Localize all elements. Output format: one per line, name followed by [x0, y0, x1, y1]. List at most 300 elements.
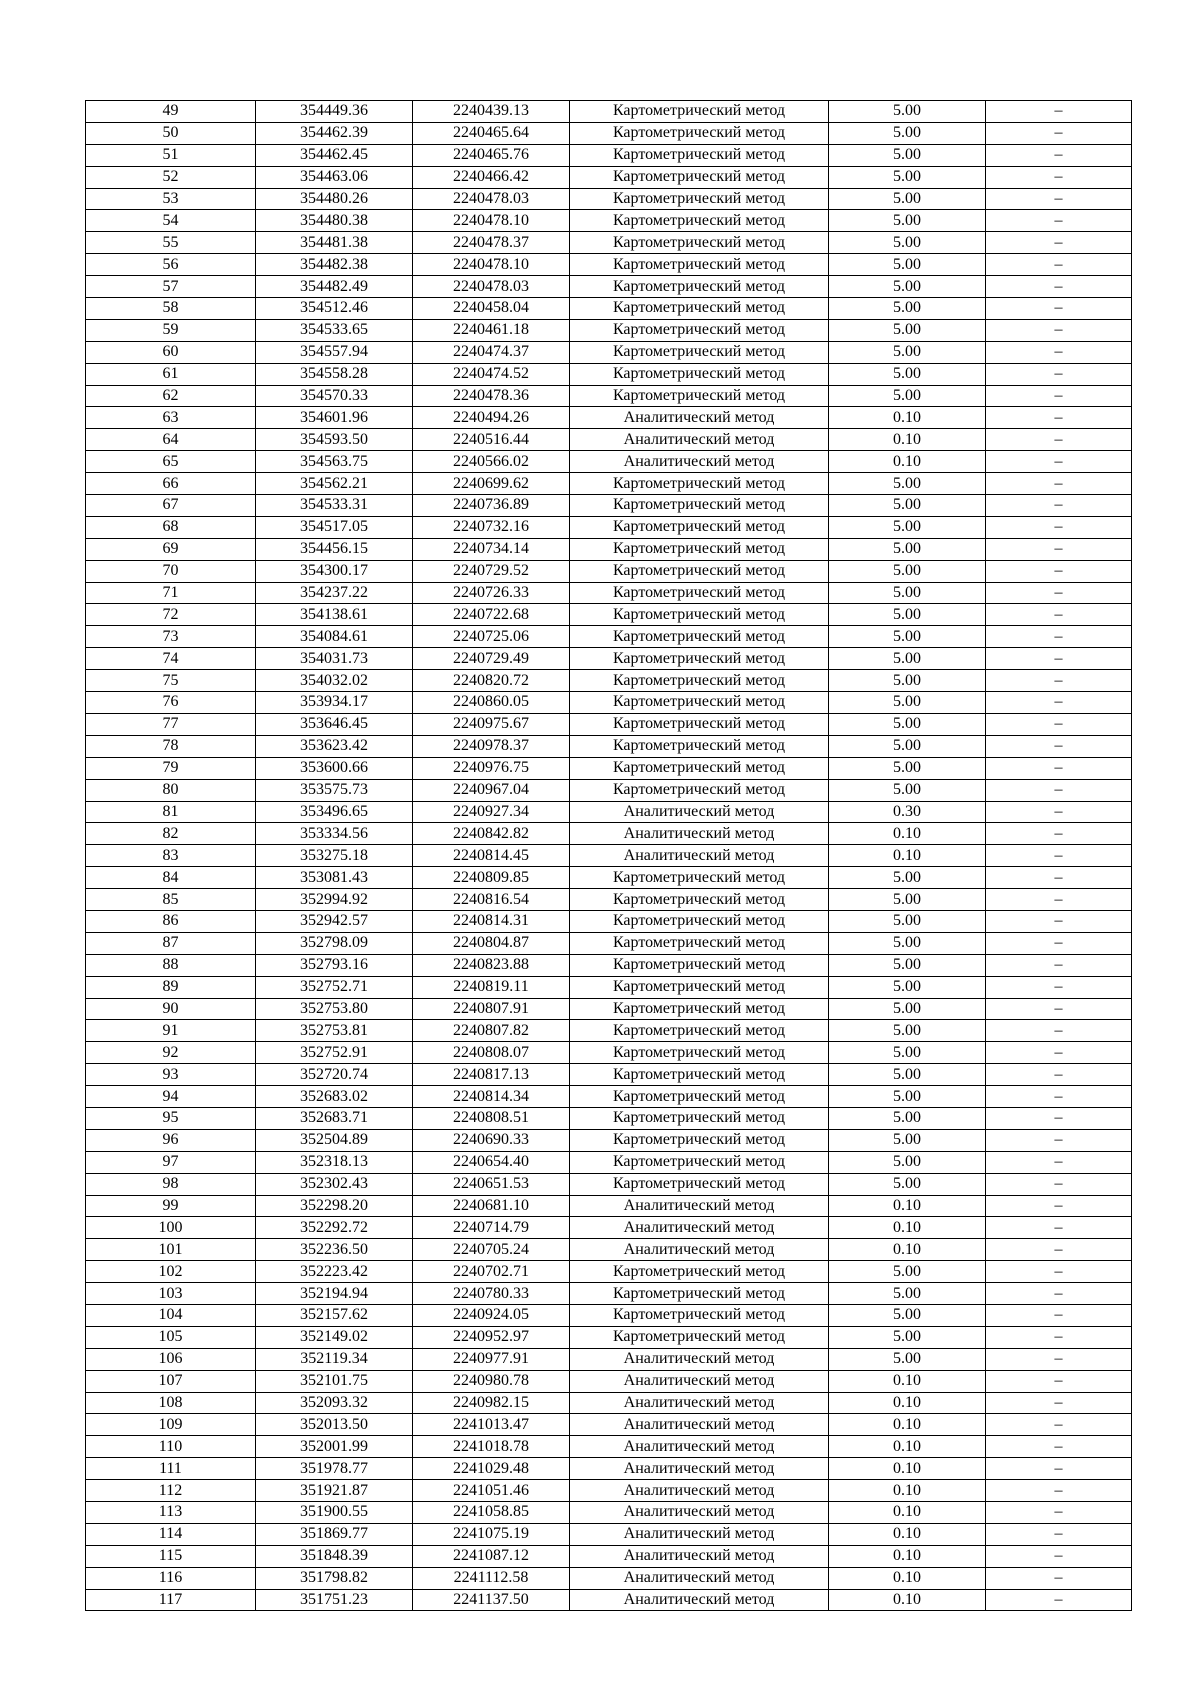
x-coordinate-cell: 353334.56 [256, 823, 413, 845]
accuracy-cell: 5.00 [829, 560, 986, 582]
table-row [86, 429, 1132, 451]
accuracy-cell: 0.10 [829, 1502, 986, 1524]
point-number-cell: 94 [86, 1086, 256, 1108]
accuracy-cell: 5.00 [829, 648, 986, 670]
method-cell: Картометрический метод [570, 582, 829, 604]
method-cell: Картометрический метод [570, 341, 829, 363]
description-cell: – [986, 166, 1132, 188]
x-coordinate-cell: 352683.71 [256, 1107, 413, 1129]
point-number-cell: 102 [86, 1261, 256, 1283]
y-coordinate-cell: 2241029.48 [413, 1458, 570, 1480]
table-row [86, 1195, 1132, 1217]
y-coordinate-cell: 2240807.91 [413, 998, 570, 1020]
accuracy-cell: 5.00 [829, 692, 986, 714]
description-cell: – [986, 998, 1132, 1020]
y-coordinate-cell: 2241013.47 [413, 1414, 570, 1436]
accuracy-cell: 5.00 [829, 1086, 986, 1108]
method-cell: Картометрический метод [570, 626, 829, 648]
x-coordinate-cell: 352001.99 [256, 1436, 413, 1458]
y-coordinate-cell: 2240729.52 [413, 560, 570, 582]
description-cell: – [986, 1370, 1132, 1392]
point-number-cell: 73 [86, 626, 256, 648]
description-cell: – [986, 1523, 1132, 1545]
accuracy-cell: 5.00 [829, 1064, 986, 1086]
accuracy-cell: 5.00 [829, 1107, 986, 1129]
table-row [86, 407, 1132, 429]
description-cell: – [986, 473, 1132, 495]
description-cell: – [986, 954, 1132, 976]
description-cell: – [986, 692, 1132, 714]
x-coordinate-cell: 352013.50 [256, 1414, 413, 1436]
table-row [86, 998, 1132, 1020]
table-row [86, 823, 1132, 845]
description-cell: – [986, 604, 1132, 626]
table-row [86, 932, 1132, 954]
y-coordinate-cell: 2240809.85 [413, 867, 570, 889]
table-row [86, 538, 1132, 560]
accuracy-cell: 5.00 [829, 1348, 986, 1370]
y-coordinate-cell: 2240714.79 [413, 1217, 570, 1239]
description-cell: – [986, 1545, 1132, 1567]
y-coordinate-cell: 2240478.10 [413, 254, 570, 276]
description-cell: – [986, 823, 1132, 845]
table-row [86, 867, 1132, 889]
accuracy-cell: 5.00 [829, 210, 986, 232]
point-number-cell: 90 [86, 998, 256, 1020]
method-cell: Аналитический метод [570, 1545, 829, 1567]
method-cell: Аналитический метод [570, 1589, 829, 1611]
point-number-cell: 104 [86, 1304, 256, 1326]
point-number-cell: 101 [86, 1239, 256, 1261]
x-coordinate-cell: 352318.13 [256, 1151, 413, 1173]
table-row [86, 1173, 1132, 1195]
accuracy-cell: 5.00 [829, 538, 986, 560]
accuracy-cell: 5.00 [829, 516, 986, 538]
point-number-cell: 51 [86, 144, 256, 166]
method-cell: Картометрический метод [570, 1064, 829, 1086]
method-cell: Картометрический метод [570, 1304, 829, 1326]
x-coordinate-cell: 354032.02 [256, 670, 413, 692]
method-cell: Картометрический метод [570, 1261, 829, 1283]
y-coordinate-cell: 2240461.18 [413, 319, 570, 341]
method-cell: Картометрический метод [570, 779, 829, 801]
point-number-cell: 68 [86, 516, 256, 538]
table-row [86, 582, 1132, 604]
x-coordinate-cell: 354031.73 [256, 648, 413, 670]
x-coordinate-cell: 351798.82 [256, 1567, 413, 1589]
accuracy-cell: 0.10 [829, 1523, 986, 1545]
accuracy-cell: 0.10 [829, 429, 986, 451]
description-cell: – [986, 582, 1132, 604]
description-cell: – [986, 232, 1132, 254]
table-row [86, 1545, 1132, 1567]
point-number-cell: 53 [86, 188, 256, 210]
x-coordinate-cell: 354517.05 [256, 516, 413, 538]
table-row [86, 473, 1132, 495]
x-coordinate-cell: 352292.72 [256, 1217, 413, 1239]
accuracy-cell: 5.00 [829, 319, 986, 341]
description-cell: – [986, 298, 1132, 320]
x-coordinate-cell: 354456.15 [256, 538, 413, 560]
description-cell: – [986, 889, 1132, 911]
accuracy-cell: 5.00 [829, 1326, 986, 1348]
method-cell: Картометрический метод [570, 735, 829, 757]
x-coordinate-cell: 351978.77 [256, 1458, 413, 1480]
accuracy-cell: 0.10 [829, 1392, 986, 1414]
coordinates-table-body [86, 101, 1132, 1611]
table-row [86, 1042, 1132, 1064]
method-cell: Аналитический метод [570, 1348, 829, 1370]
point-number-cell: 69 [86, 538, 256, 560]
x-coordinate-cell: 352149.02 [256, 1326, 413, 1348]
table-row [86, 451, 1132, 473]
y-coordinate-cell: 2240465.76 [413, 144, 570, 166]
method-cell: Картометрический метод [570, 276, 829, 298]
description-cell: – [986, 254, 1132, 276]
point-number-cell: 106 [86, 1348, 256, 1370]
y-coordinate-cell: 2240807.82 [413, 1020, 570, 1042]
x-coordinate-cell: 353575.73 [256, 779, 413, 801]
method-cell: Картометрический метод [570, 385, 829, 407]
point-number-cell: 74 [86, 648, 256, 670]
accuracy-cell: 5.00 [829, 232, 986, 254]
table-row [86, 1392, 1132, 1414]
accuracy-cell: 0.10 [829, 1239, 986, 1261]
y-coordinate-cell: 2240860.05 [413, 692, 570, 714]
point-number-cell: 72 [86, 604, 256, 626]
method-cell: Картометрический метод [570, 1151, 829, 1173]
method-cell: Аналитический метод [570, 1370, 829, 1392]
x-coordinate-cell: 352683.02 [256, 1086, 413, 1108]
description-cell: – [986, 1458, 1132, 1480]
y-coordinate-cell: 2240474.37 [413, 341, 570, 363]
x-coordinate-cell: 354462.39 [256, 122, 413, 144]
y-coordinate-cell: 2240814.34 [413, 1086, 570, 1108]
description-cell: – [986, 1502, 1132, 1524]
description-cell: – [986, 210, 1132, 232]
x-coordinate-cell: 352236.50 [256, 1239, 413, 1261]
table-row [86, 604, 1132, 626]
point-number-cell: 82 [86, 823, 256, 845]
method-cell: Аналитический метод [570, 407, 829, 429]
description-cell: – [986, 1020, 1132, 1042]
description-cell: – [986, 1567, 1132, 1589]
point-number-cell: 64 [86, 429, 256, 451]
point-number-cell: 54 [86, 210, 256, 232]
description-cell: – [986, 188, 1132, 210]
table-row [86, 298, 1132, 320]
accuracy-cell: 5.00 [829, 1129, 986, 1151]
y-coordinate-cell: 2240980.78 [413, 1370, 570, 1392]
method-cell: Картометрический метод [570, 889, 829, 911]
y-coordinate-cell: 2240465.64 [413, 122, 570, 144]
y-coordinate-cell: 2240924.05 [413, 1304, 570, 1326]
x-coordinate-cell: 352753.81 [256, 1020, 413, 1042]
description-cell: – [986, 1151, 1132, 1173]
point-number-cell: 107 [86, 1370, 256, 1392]
description-cell: – [986, 1086, 1132, 1108]
description-cell: – [986, 976, 1132, 998]
table-row [86, 1502, 1132, 1524]
description-cell: – [986, 363, 1132, 385]
table-row [86, 1480, 1132, 1502]
table-row [86, 1304, 1132, 1326]
accuracy-cell: 0.10 [829, 1589, 986, 1611]
point-number-cell: 57 [86, 276, 256, 298]
table-row [86, 692, 1132, 714]
accuracy-cell: 0.30 [829, 801, 986, 823]
point-number-cell: 50 [86, 122, 256, 144]
table-row [86, 845, 1132, 867]
method-cell: Картометрический метод [570, 188, 829, 210]
method-cell: Аналитический метод [570, 823, 829, 845]
table-row [86, 276, 1132, 298]
x-coordinate-cell: 354482.49 [256, 276, 413, 298]
accuracy-cell: 5.00 [829, 604, 986, 626]
accuracy-cell: 5.00 [829, 188, 986, 210]
point-number-cell: 78 [86, 735, 256, 757]
method-cell: Картометрический метод [570, 1042, 829, 1064]
method-cell: Картометрический метод [570, 867, 829, 889]
y-coordinate-cell: 2240566.02 [413, 451, 570, 473]
description-cell: – [986, 845, 1132, 867]
point-number-cell: 71 [86, 582, 256, 604]
y-coordinate-cell: 2240726.33 [413, 582, 570, 604]
description-cell: – [986, 1414, 1132, 1436]
method-cell: Аналитический метод [570, 801, 829, 823]
point-number-cell: 62 [86, 385, 256, 407]
y-coordinate-cell: 2240690.33 [413, 1129, 570, 1151]
accuracy-cell: 5.00 [829, 363, 986, 385]
point-number-cell: 93 [86, 1064, 256, 1086]
y-coordinate-cell: 2240804.87 [413, 932, 570, 954]
point-number-cell: 108 [86, 1392, 256, 1414]
y-coordinate-cell: 2240478.10 [413, 210, 570, 232]
x-coordinate-cell: 352157.62 [256, 1304, 413, 1326]
y-coordinate-cell: 2240975.67 [413, 713, 570, 735]
x-coordinate-cell: 354480.38 [256, 210, 413, 232]
table-row [86, 188, 1132, 210]
accuracy-cell: 5.00 [829, 998, 986, 1020]
method-cell: Картометрический метод [570, 1129, 829, 1151]
y-coordinate-cell: 2240814.45 [413, 845, 570, 867]
accuracy-cell: 5.00 [829, 1283, 986, 1305]
y-coordinate-cell: 2240466.42 [413, 166, 570, 188]
description-cell: – [986, 670, 1132, 692]
accuracy-cell: 5.00 [829, 144, 986, 166]
accuracy-cell: 5.00 [829, 122, 986, 144]
point-number-cell: 81 [86, 801, 256, 823]
point-number-cell: 61 [86, 363, 256, 385]
accuracy-cell: 0.10 [829, 451, 986, 473]
method-cell: Картометрический метод [570, 144, 829, 166]
x-coordinate-cell: 354557.94 [256, 341, 413, 363]
method-cell: Картометрический метод [570, 166, 829, 188]
method-cell: Аналитический метод [570, 1217, 829, 1239]
y-coordinate-cell: 2240817.13 [413, 1064, 570, 1086]
description-cell: – [986, 1304, 1132, 1326]
accuracy-cell: 0.10 [829, 1370, 986, 1392]
table-row [86, 385, 1132, 407]
method-cell: Картометрический метод [570, 298, 829, 320]
x-coordinate-cell: 354138.61 [256, 604, 413, 626]
table-row [86, 122, 1132, 144]
description-cell: – [986, 1261, 1132, 1283]
table-row [86, 713, 1132, 735]
description-cell: – [986, 101, 1132, 123]
accuracy-cell: 0.10 [829, 1217, 986, 1239]
accuracy-cell: 5.00 [829, 626, 986, 648]
accuracy-cell: 0.10 [829, 1458, 986, 1480]
method-cell: Картометрический метод [570, 473, 829, 495]
y-coordinate-cell: 2240478.37 [413, 232, 570, 254]
table-row [86, 1414, 1132, 1436]
description-cell: – [986, 735, 1132, 757]
y-coordinate-cell: 2240725.06 [413, 626, 570, 648]
accuracy-cell: 5.00 [829, 254, 986, 276]
table-row [86, 1107, 1132, 1129]
y-coordinate-cell: 2240702.71 [413, 1261, 570, 1283]
method-cell: Картометрический метод [570, 516, 829, 538]
y-coordinate-cell: 2240976.75 [413, 757, 570, 779]
point-number-cell: 111 [86, 1458, 256, 1480]
y-coordinate-cell: 2240977.91 [413, 1348, 570, 1370]
point-number-cell: 112 [86, 1480, 256, 1502]
accuracy-cell: 5.00 [829, 713, 986, 735]
table-row [86, 779, 1132, 801]
point-number-cell: 63 [86, 407, 256, 429]
x-coordinate-cell: 351751.23 [256, 1589, 413, 1611]
table-row [86, 254, 1132, 276]
x-coordinate-cell: 353496.65 [256, 801, 413, 823]
accuracy-cell: 5.00 [829, 976, 986, 998]
table-row [86, 1086, 1132, 1108]
table-row [86, 1326, 1132, 1348]
method-cell: Аналитический метод [570, 1414, 829, 1436]
point-number-cell: 103 [86, 1283, 256, 1305]
description-cell: – [986, 516, 1132, 538]
point-number-cell: 97 [86, 1151, 256, 1173]
table-row [86, 757, 1132, 779]
point-number-cell: 65 [86, 451, 256, 473]
accuracy-cell: 0.10 [829, 845, 986, 867]
method-cell: Аналитический метод [570, 1239, 829, 1261]
description-cell: – [986, 1107, 1132, 1129]
point-number-cell: 92 [86, 1042, 256, 1064]
description-cell: – [986, 385, 1132, 407]
x-coordinate-cell: 352302.43 [256, 1173, 413, 1195]
method-cell: Картометрический метод [570, 713, 829, 735]
accuracy-cell: 5.00 [829, 757, 986, 779]
table-row [86, 670, 1132, 692]
y-coordinate-cell: 2240978.37 [413, 735, 570, 757]
accuracy-cell: 5.00 [829, 1261, 986, 1283]
method-cell: Аналитический метод [570, 1502, 829, 1524]
method-cell: Картометрический метод [570, 998, 829, 1020]
method-cell: Картометрический метод [570, 560, 829, 582]
y-coordinate-cell: 2241112.58 [413, 1567, 570, 1589]
accuracy-cell: 5.00 [829, 298, 986, 320]
table-row [86, 516, 1132, 538]
x-coordinate-cell: 354480.26 [256, 188, 413, 210]
point-number-cell: 76 [86, 692, 256, 714]
table-row [86, 101, 1132, 123]
accuracy-cell: 5.00 [829, 932, 986, 954]
method-cell: Аналитический метод [570, 1392, 829, 1414]
accuracy-cell: 5.00 [829, 582, 986, 604]
point-number-cell: 116 [86, 1567, 256, 1589]
y-coordinate-cell: 2240478.36 [413, 385, 570, 407]
table-row [86, 495, 1132, 517]
point-number-cell: 83 [86, 845, 256, 867]
point-number-cell: 88 [86, 954, 256, 976]
x-coordinate-cell: 352093.32 [256, 1392, 413, 1414]
table-row [86, 363, 1132, 385]
accuracy-cell: 5.00 [829, 889, 986, 911]
table-row [86, 1064, 1132, 1086]
table-row [86, 910, 1132, 932]
accuracy-cell: 0.10 [829, 1414, 986, 1436]
table-row [86, 648, 1132, 670]
point-number-cell: 86 [86, 910, 256, 932]
y-coordinate-cell: 2240681.10 [413, 1195, 570, 1217]
accuracy-cell: 0.10 [829, 1195, 986, 1217]
accuracy-cell: 5.00 [829, 1173, 986, 1195]
table-row [86, 210, 1132, 232]
method-cell: Картометрический метод [570, 910, 829, 932]
method-cell: Картометрический метод [570, 954, 829, 976]
accuracy-cell: 5.00 [829, 735, 986, 757]
point-number-cell: 117 [86, 1589, 256, 1611]
x-coordinate-cell: 352720.74 [256, 1064, 413, 1086]
description-cell: – [986, 341, 1132, 363]
point-number-cell: 67 [86, 495, 256, 517]
description-cell: – [986, 1195, 1132, 1217]
point-number-cell: 96 [86, 1129, 256, 1151]
description-cell: – [986, 495, 1132, 517]
accuracy-cell: 0.10 [829, 1545, 986, 1567]
x-coordinate-cell: 352194.94 [256, 1283, 413, 1305]
y-coordinate-cell: 2240458.04 [413, 298, 570, 320]
description-cell: – [986, 538, 1132, 560]
method-cell: Аналитический метод [570, 451, 829, 473]
x-coordinate-cell: 352504.89 [256, 1129, 413, 1151]
accuracy-cell: 0.10 [829, 407, 986, 429]
x-coordinate-cell: 354481.38 [256, 232, 413, 254]
point-number-cell: 98 [86, 1173, 256, 1195]
table-row [86, 954, 1132, 976]
table-row [86, 232, 1132, 254]
point-number-cell: 80 [86, 779, 256, 801]
x-coordinate-cell: 352798.09 [256, 932, 413, 954]
accuracy-cell: 5.00 [829, 1042, 986, 1064]
description-cell: – [986, 801, 1132, 823]
y-coordinate-cell: 2240439.13 [413, 101, 570, 123]
accuracy-cell: 5.00 [829, 276, 986, 298]
x-coordinate-cell: 353600.66 [256, 757, 413, 779]
method-cell: Аналитический метод [570, 845, 829, 867]
x-coordinate-cell: 354601.96 [256, 407, 413, 429]
method-cell: Картометрический метод [570, 604, 829, 626]
accuracy-cell: 5.00 [829, 954, 986, 976]
accuracy-cell: 5.00 [829, 341, 986, 363]
y-coordinate-cell: 2240705.24 [413, 1239, 570, 1261]
accuracy-cell: 5.00 [829, 670, 986, 692]
table-row [86, 1239, 1132, 1261]
x-coordinate-cell: 353934.17 [256, 692, 413, 714]
method-cell: Картометрический метод [570, 757, 829, 779]
table-row [86, 144, 1132, 166]
